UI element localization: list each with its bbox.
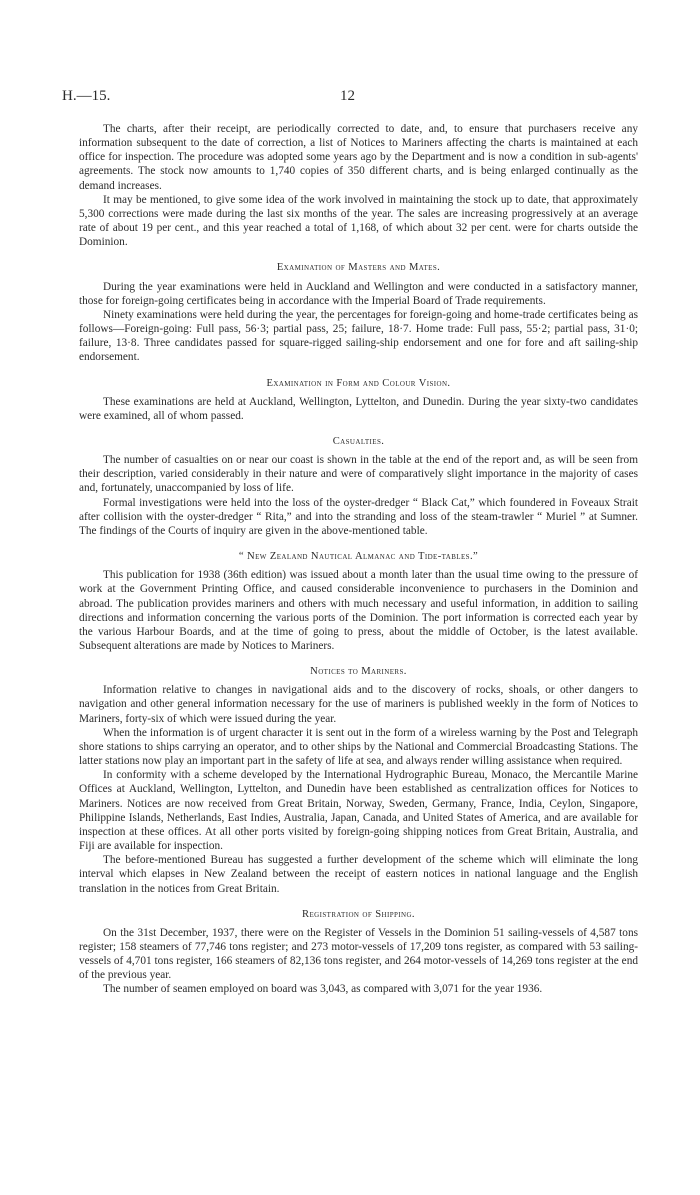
- body-paragraph: The charts, after their receipt, are periodically corrected to date, and, to ensure that purchasers receive any information subsequent to the date of correction, a list of Notices to Mariners affecting the charts is maintained at each office for inspection. The procedure was adopted some years ago by the Department and is now a condition in sub-agents' agreements. The stock now amounts to 1,740 copies of 350 different charts, and is being enlarged continually as the demand increases.: [79, 123, 638, 192]
- body-paragraph: When the information is of urgent character it is sent out in the form of a wireless warning by the Post and Telegraph shore stations to ships carrying an operator, and to other ships by the National and Commercial Broadcasting Stations. The latter stations now play an important part in the safety of life at sea, and always render willing assistance when required.: [79, 726, 638, 768]
- section-heading: “ New Zealand Nautical Almanac and Tide-tables.”: [238, 551, 479, 563]
- document-reference: H.—15.: [62, 88, 111, 104]
- body-paragraph: The before-mentioned Bureau has suggested a further development of the scheme which will eliminate the long interval which elapses in New Zealand between the receipt of eastern notices in national language and the English translation in the notices from Great Britain.: [79, 854, 638, 895]
- section-heading: Examination of Masters and Mates.: [276, 262, 441, 274]
- body-paragraph: Information relative to changes in navigational aids and to the discovery of rocks, shoals, or other dangers to navigation and other general information necessary for the use of mariners is published weekly in the form of Notices to Mariners, forty-six of which were issued during the year.: [79, 684, 638, 725]
- body-paragraph: Formal investigations were held into the loss of the oyster-dredger “ Black Cat,” which foundered in Foveaux Strait after collision with the oyster-dredger “ Rita,” and into the stranding and loss of the steam-trawler “ Muriel ” at Sumner. The findings of the Courts of inquiry are given in the above-mentioned table.: [79, 496, 638, 537]
- body-paragraph: On the 31st December, 1937, there were on the Register of Vessels in the Dominion 51 sailing-vessels of 4,587 tons register; 158 steamers of 77,746 tons register; and 273 motor-vessels of 17,209 tons register, as compared with 53 sailing-vessels of 4,701 tons register, 166 steamers of 82,136 tons register, and 264 motor-vessels of 14,269 tons register at the end of the previous year.: [79, 926, 638, 982]
- section-heading: Notices to Mariners.: [310, 666, 407, 678]
- page-body: [79, 122, 638, 997]
- body-paragraph: During the year examinations were held in Auckland and Wellington and were conducted in a satisfactory manner, those for foreign-going certificates being in accordance with the Imperial Board of Trade requirements.: [79, 280, 638, 307]
- body-paragraph: This publication for 1938 (36th edition) was issued about a month later than the usual time owing to the pressure of work at the Government Printing Office, and caused considerable inconvenience to purchasers in the Dominion and abroad. The publication provides mariners and others with much necessary and useful information, in addition to sailing directions and information concerning the various ports of the Dominion. The port information is corrected each year by the various Harbour Boards, and at the time of going to press, about the middle of October, is the latest available. Subsequent alterations are made by Notices to Mariners.: [79, 569, 638, 652]
- section-heading: Examination in Form and Colour Vision.: [266, 377, 451, 389]
- body-paragraph: The number of casualties on or near our coast is shown in the table at the end of the report and, as will be seen from their description, varied considerably in their nature and were of comparatively slight importance in the majority of cases and, fortunately, unaccompanied by loss of life.: [79, 454, 638, 495]
- body-paragraph: Ninety examinations were held during the year, the percentages for foreign-going and home-trade certificates being as follows—Foreign-going: Full pass, 56·3; partial pass, 25; failure, 18·7. Home trade: Full pass, 55·2; partial pass, 31·0; failure, 13·8. Three candidates passed for square-rigged sailing-ship endorsement and one for fore and aft sailing-ship endorsement.: [79, 308, 638, 364]
- section-heading: Registration of Shipping.: [302, 908, 415, 920]
- body-paragraph: The number of seamen employed on board was 3,043, as compared with 3,071 for the year 1936.: [103, 983, 543, 996]
- page-header: [62, 88, 638, 108]
- body-paragraph: These examinations are held at Auckland, Wellington, Lyttelton, and Dunedin. During the year sixty-two candidates were examined, all of whom passed.: [79, 395, 638, 422]
- page-number: 12: [340, 88, 355, 104]
- body-paragraph: In conformity with a scheme developed by the International Hydrographic Bureau, Monaco, the Mercantile Marine Offices at Auckland, Wellington, Lyttelton, and Dunedin have been established as centralization offices for Notices to Mariners. Notices are now received from Great Britain, Norway, Sweden, Germany, France, India, Ceylon, Singapore, Philippine Islands, Netherlands, East Indies, Australia, Japan, Canada, and United States of America, and are available for inspection at these offices. At all other ports visited by foreign-going shipping notices from Great Britain, Australia, and Fiji are available for inspection.: [79, 769, 638, 853]
- section-heading: Casualties.: [332, 435, 385, 447]
- body-paragraph: It may be mentioned, to give some idea of the work involved in maintaining the stock up to date, that approximately 5,300 corrections were made during the last six months of the year. The sales are increasing progressively at an average rate of about 19 per cent., and this year reached a total of 1,168, of which about 32 per cent. were for charts outside the Dominion.: [79, 193, 638, 249]
